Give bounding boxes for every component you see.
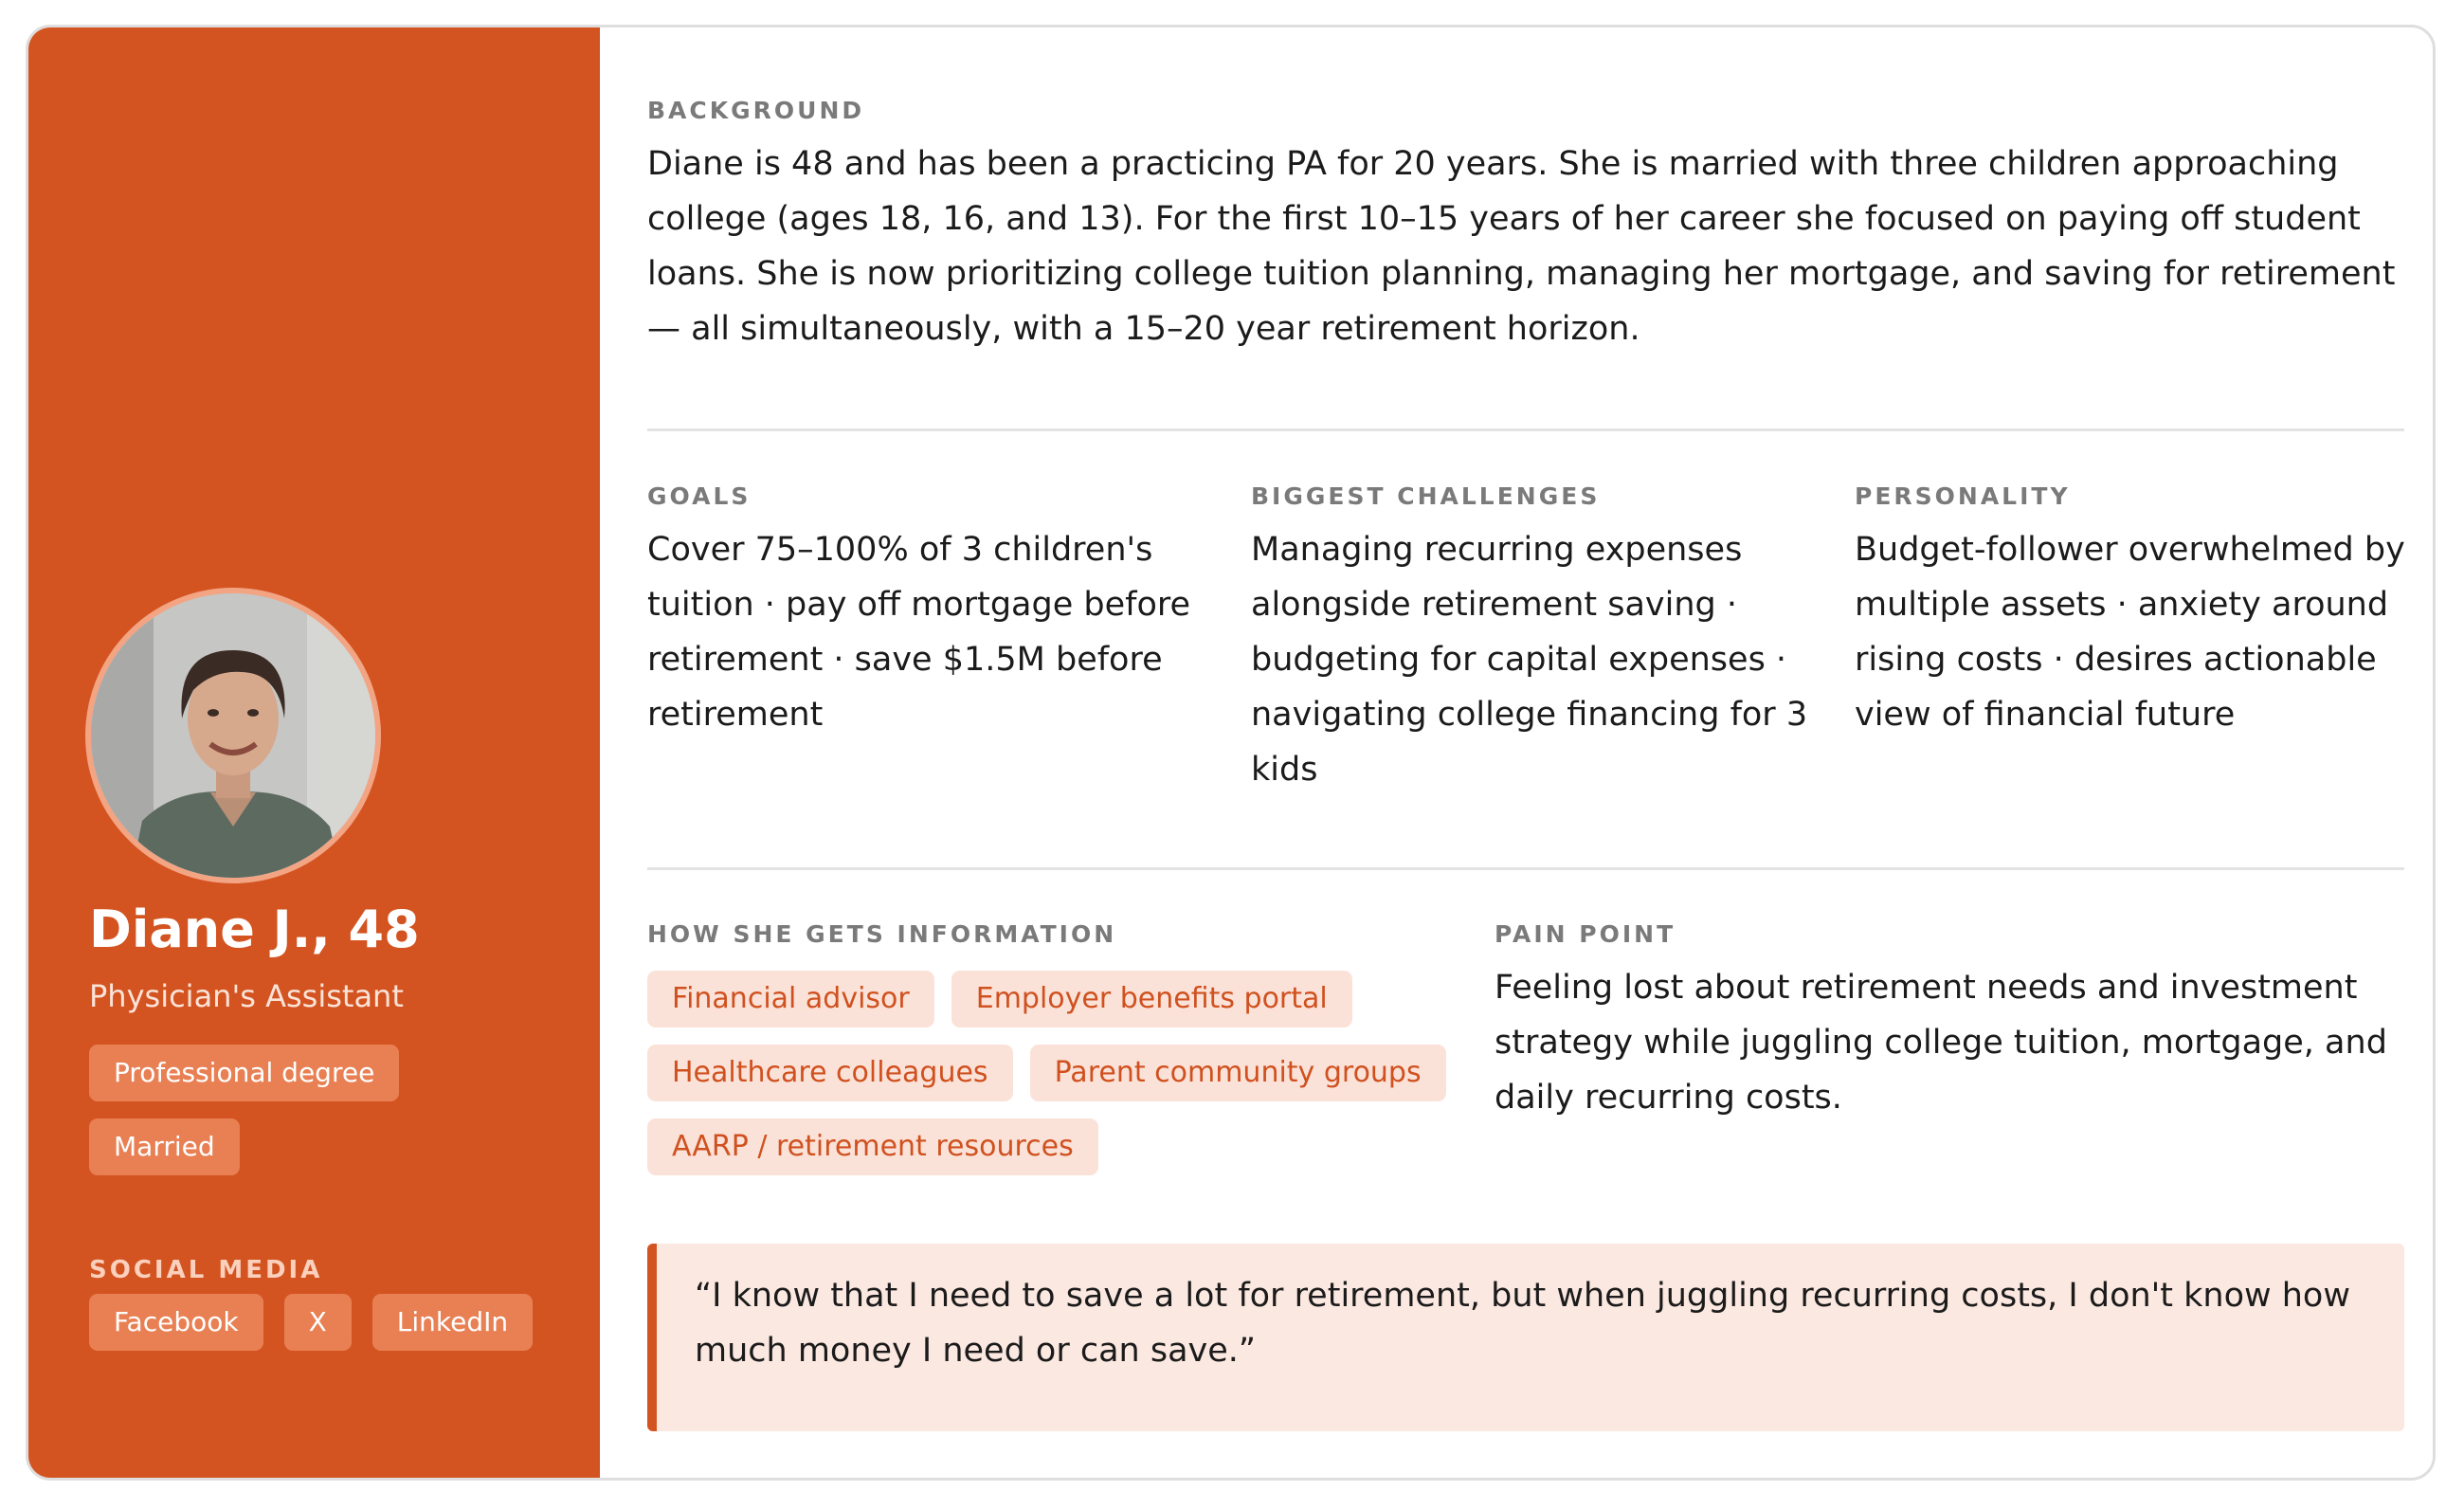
- info-source-chip: AARP / retirement resources: [647, 1118, 1098, 1175]
- persona-card: [26, 25, 2436, 1481]
- persona-role: Physician's Assistant: [89, 978, 404, 1014]
- social-media-label: SOCIAL MEDIA: [89, 1256, 323, 1284]
- divider: [647, 428, 2404, 431]
- attribute-tags: [89, 1045, 563, 1175]
- challenges-text: Managing recurring expenses alongside retirement saving · budgeting for capital expenses · navigating college financing for 3 kids: [1251, 531, 1808, 789]
- avatar: [85, 588, 381, 883]
- social-media-tags: [89, 1294, 563, 1351]
- attribute-tag: Professional degree: [89, 1045, 399, 1101]
- social-tag-facebook: Facebook: [89, 1294, 263, 1351]
- info-source-chip: Financial advisor: [647, 971, 934, 1027]
- social-tag-linkedin: LinkedIn: [372, 1294, 533, 1351]
- goals-text: Cover 75–100% of 3 children's tuition · pay off mortgage before retirement · save $1.5M before retirement: [647, 531, 1191, 734]
- challenges-label: BIGGEST CHALLENGES: [1251, 482, 1601, 510]
- quote-text: “I know that I need to save a lot for retirement, but when juggling recurring costs, I don't know how much money I need or can save.”: [695, 1277, 2350, 1370]
- persona-name: Diane J., 48: [89, 900, 420, 959]
- divider: [647, 867, 2404, 870]
- info-source-chip: Parent community groups: [1030, 1045, 1446, 1101]
- personality-label: PERSONALITY: [1855, 482, 2071, 510]
- persona-sidebar: [28, 27, 600, 1478]
- pain-point-label: PAIN POINT: [1495, 920, 1676, 948]
- background-label: BACKGROUND: [647, 97, 865, 124]
- pain-point-text: Feeling lost about retirement needs and investment strategy while juggling college tuition, mortgage, and daily recurring costs.: [1495, 969, 2387, 1117]
- social-tag-x: X: [284, 1294, 352, 1351]
- persona-quote: [647, 1244, 2404, 1431]
- attribute-tag: Married: [89, 1118, 240, 1175]
- info-source-chip: Healthcare colleagues: [647, 1045, 1013, 1101]
- personality-text: Budget-follower overwhelmed by multiple assets · anxiety around rising costs · desires actionable view of financial future: [1855, 531, 2405, 734]
- info-sources-label: HOW SHE GETS INFORMATION: [647, 920, 1117, 948]
- goals-label: GOALS: [647, 482, 752, 510]
- info-sources: [647, 971, 1472, 1175]
- info-source-chip: Employer benefits portal: [951, 971, 1352, 1027]
- avatar-portrait: [91, 593, 375, 878]
- background-text: Diane is 48 and has been a practicing PA for 20 years. She is married with three children approaching college (ages 18, 16, and 13). For the first 10–15 years of her career she focused on paying off student loans. She is now prioritizing college tuition planning, managing her mortgage, and saving for retirement — all simultaneously, with a 15–20 year retirement horizon.: [647, 145, 2396, 348]
